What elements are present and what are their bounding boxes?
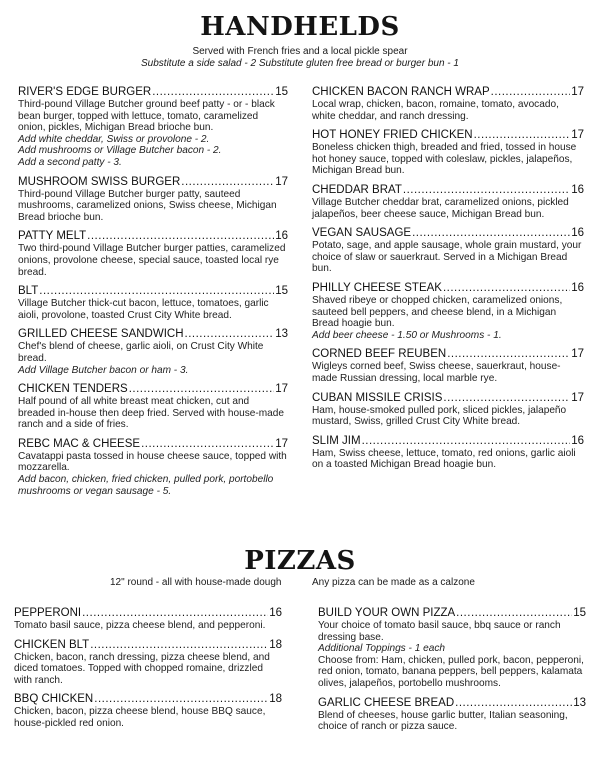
menu-item-addon-note: Add a second patty - 3. xyxy=(18,156,122,168)
menu-item xyxy=(312,392,584,428)
menu-item-price: 17 xyxy=(275,175,288,188)
dot-leader xyxy=(362,435,571,448)
menu-item xyxy=(312,184,584,220)
menu-item-name: MUSHROOM SWISS BURGER xyxy=(18,175,181,188)
menu-item xyxy=(312,129,584,177)
menu-item-header xyxy=(312,227,584,240)
menu-item-name: SLIM JIM xyxy=(312,434,361,447)
menu-item xyxy=(18,176,288,224)
dot-leader xyxy=(455,697,572,710)
menu-item-header xyxy=(18,438,288,451)
menu-item-addon-note: Additional Toppings - 1 each xyxy=(318,643,446,655)
menu-item-addon-note: Add white cheddar, Swiss or provolone - 2. xyxy=(18,133,210,145)
dot-leader xyxy=(403,184,570,197)
menu-item-addon-note: Add Village Butcher bacon or ham - 3. xyxy=(18,364,189,376)
menu-item-header xyxy=(312,184,584,197)
menu-item-price: 16 xyxy=(571,183,584,196)
dot-leader xyxy=(39,285,274,298)
dot-leader xyxy=(94,693,268,706)
handhelds-left-column xyxy=(18,86,288,504)
dot-leader xyxy=(456,607,572,620)
menu-item-description: Third-pound Village Butcher ground beef patty - or - black bean burger, topped with lettuce, tomato, caramelized onion, pickles, Michigan Bread brioche bun. xyxy=(18,99,275,134)
menu-item xyxy=(312,348,584,384)
menu-item-header xyxy=(18,176,288,189)
menu-item-name: PHILLY CHEESE STEAK xyxy=(312,281,442,294)
menu-item xyxy=(312,282,584,341)
menu-item-description: Village Butcher cheddar brat, caramelized onions, pickled jalapeños, beer cheese sauce, Michigan Bread bun. xyxy=(312,196,569,220)
menu-item-description: Two third-pound Village Butcher burger patties, caramelized onions, provolone cheese, special sauce, toasted local rye bread. xyxy=(18,243,286,278)
dot-leader xyxy=(87,230,274,243)
menu-item xyxy=(318,697,586,733)
menu-item-price: 17 xyxy=(571,348,584,361)
menu-item-name: PATTY MELT xyxy=(18,230,87,243)
menu-item-header xyxy=(18,328,288,341)
menu-item-price: 16 xyxy=(571,434,584,447)
pizzas-right-column xyxy=(318,607,586,740)
menu-item xyxy=(312,86,584,122)
menu-item-header xyxy=(312,435,584,448)
menu-item-header xyxy=(14,639,282,652)
menu-item-description: Wigleys corned beef, Swiss cheese, sauerkraut, house-made Russian dressing, local marble rye. xyxy=(312,361,561,384)
menu-item-description: Boneless chicken thigh, breaded and fried, tossed in house hot honey sauce, topped with coleslaw, pickles, jalapeños, Michigan Bread bun. xyxy=(312,142,577,177)
menu-item-header xyxy=(18,86,288,99)
menu-item-header xyxy=(312,392,584,405)
menu-item-name: HOT HONEY FRIED CHICKEN xyxy=(312,129,473,142)
menu-item-description: Shaved ribeye or chopped chicken, caramelized onions, sauteed bell peppers, and cheese blend, in a Michigan Bread hoagie bun. xyxy=(312,294,563,330)
dot-leader xyxy=(491,86,571,99)
handhelds-right-column xyxy=(312,86,584,478)
menu-item-header xyxy=(318,607,586,620)
menu-item-header xyxy=(312,86,584,99)
menu-item-header xyxy=(14,607,282,620)
pizzas-subtitle-right: Any pizza can be made as a calzone xyxy=(312,577,475,588)
dot-leader xyxy=(82,607,268,620)
handhelds-subtitle: Served with French fries and a local pickle spear xyxy=(192,46,408,57)
menu-item-addon-note: Add mushrooms or Village Butcher bacon - 2. xyxy=(18,145,222,157)
menu-item-description: Village Butcher thick-cut bacon, lettuce, tomatoes, garlic aioli, provolone, toasted Crust City White bread. xyxy=(18,298,269,321)
menu-item xyxy=(18,328,288,376)
menu-item xyxy=(312,227,584,275)
menu-item-price: 15 xyxy=(573,607,586,619)
menu-item xyxy=(18,230,288,278)
pizzas-subtitle-left: 12" round - all with house-made dough xyxy=(110,577,282,588)
menu-item-name: GRILLED CHEESE SANDWICH xyxy=(18,328,184,341)
menu-item-price: 17 xyxy=(275,437,288,450)
menu-item xyxy=(18,86,288,169)
menu-item-name: CHEDDAR BRAT xyxy=(312,183,402,196)
dot-leader xyxy=(474,129,571,142)
menu-item-name: CORNED BEEF REUBEN xyxy=(312,348,447,361)
menu-item-description: Your choice of tomato basil sauce, bbq sauce or ranch dressing base. xyxy=(318,620,561,643)
menu-item xyxy=(18,438,288,497)
menu-item-description: Ham, house-smoked pulled pork, sliced pickles, jalapeño mustard, Swiss, grilled Crust City White bread. xyxy=(312,404,567,428)
handhelds-title: HANDHELDS xyxy=(200,12,400,42)
menu-item-header xyxy=(312,129,584,142)
menu-item-description: Ham, Swiss cheese, lettuce, tomato, red onions, garlic aioli on a toasted Michigan Bread hoagie bun. xyxy=(312,447,576,471)
menu-item-description: Tomato basil sauce, pizza cheese blend, and pepperoni. xyxy=(14,620,266,631)
menu-item-header xyxy=(18,230,288,243)
menu-item-description: Chicken, bacon, pizza cheese blend, house BBQ sauce, house-pickled red onion. xyxy=(14,706,266,729)
menu-item-description: Half pound of all white breast meat chicken, cut and breaded in-house then deep fried. Served with house-made ranch and a side of fries. xyxy=(18,396,284,431)
dot-leader xyxy=(181,176,274,189)
menu-item-description: Cavatappi pasta tossed in house cheese sauce, topped with mozzarella. xyxy=(18,450,287,474)
menu-item-header xyxy=(312,282,584,295)
menu-item-name: BBQ CHICKEN xyxy=(14,693,94,706)
menu-item-description: Potato, sage, and apple sausage, whole grain mustard, your choice of slaw or sauerkraut. Served in a Michigan Bread bun. xyxy=(312,240,582,275)
handhelds-substitutions: Substitute a side salad - 2 Substitute gluten free bread or burger bun - 1 xyxy=(141,58,459,69)
menu-item-header xyxy=(312,348,584,361)
menu-item-header xyxy=(18,285,288,298)
menu-item-price: 13 xyxy=(573,696,586,709)
dot-leader xyxy=(129,383,275,396)
menu-item-description: Local wrap, chicken, bacon, romaine, tomato, avocado, white cheddar, and ranch dressing. xyxy=(312,99,559,122)
dot-leader xyxy=(141,438,274,451)
menu-item-price: 17 xyxy=(275,383,288,396)
menu-item-price: 16 xyxy=(269,607,282,619)
menu-item-price: 15 xyxy=(275,285,288,298)
dot-leader xyxy=(152,86,274,99)
menu-item-price: 15 xyxy=(275,86,288,98)
menu-item xyxy=(14,607,282,632)
menu-item xyxy=(14,693,282,729)
menu-item-header xyxy=(14,693,282,706)
dot-leader xyxy=(185,328,275,341)
menu-item-price: 17 xyxy=(571,129,584,142)
menu-item-description: Blend of cheeses, house garlic butter, Italian seasoning, choice of ranch or pizza sauce. xyxy=(318,709,568,733)
menu-item-addon-note: Add beer cheese - 1.50 or Mushrooms - 1. xyxy=(312,329,502,341)
menu-item-price: 18 xyxy=(269,638,282,651)
dot-leader xyxy=(443,282,570,295)
dot-leader xyxy=(447,348,570,361)
menu-item xyxy=(14,639,282,687)
menu-item-price: 17 xyxy=(571,86,584,98)
menu-item-name: BUILD YOUR OWN PIZZA xyxy=(318,607,456,619)
menu-item-header xyxy=(18,383,288,396)
menu-item-name: CHICKEN BACON RANCH WRAP xyxy=(312,86,490,98)
menu-item-name: VEGAN SAUSAGE xyxy=(312,227,412,240)
menu-item-name: PEPPERONI xyxy=(14,607,82,619)
menu-item-name: CHICKEN BLT xyxy=(14,638,90,651)
pizzas-title: PIZZAS xyxy=(244,546,356,576)
menu-item xyxy=(318,607,586,690)
menu-item-name: GARLIC CHEESE BREAD xyxy=(318,696,455,709)
menu-item-description: Chicken, bacon, ranch dressing, pizza cheese blend, and diced tomatoes. Topped with chopped romaine, drizzled with ranch. xyxy=(14,651,270,686)
dot-leader xyxy=(443,392,570,405)
menu-item-name: CUBAN MISSILE CRISIS xyxy=(312,391,443,404)
menu-item-name: RIVER'S EDGE BURGER xyxy=(18,86,152,98)
menu-item xyxy=(18,285,288,321)
menu-item-description: Chef's blend of cheese, garlic aioli, on Crust City White bread. xyxy=(18,341,264,364)
menu-item-addon-note: Add bacon, chicken, fried chicken, pulled pork, portobello mushrooms or vegan sausage - 5. xyxy=(18,474,274,497)
menu-item-header xyxy=(318,697,586,710)
pizzas-left-column xyxy=(14,607,282,737)
menu-item-price: 16 xyxy=(571,281,584,294)
dot-leader xyxy=(412,227,570,240)
menu-item-price: 13 xyxy=(275,328,288,341)
menu-item-price: 16 xyxy=(571,227,584,240)
menu-item-name: REBC MAC & CHEESE xyxy=(18,437,141,450)
dot-leader xyxy=(90,639,268,652)
menu-item-price: 16 xyxy=(275,230,288,243)
menu-item xyxy=(312,435,584,471)
menu-item-price: 17 xyxy=(571,391,584,404)
menu-item-description: Third-pound Village Butcher burger patty, sauteed mushrooms, caramelized onions, Swiss cheese, Michigan Bread brioche bun. xyxy=(18,188,277,223)
menu-item-price: 18 xyxy=(269,693,282,706)
menu-item-name: CHICKEN TENDERS xyxy=(18,383,128,396)
menu-item-toppings-list: Choose from: Ham, chicken, pulled pork, bacon, pepperoni, red onion, tomato, banana peppers, bell peppers, kalamata olives, jalapeños, portobello mushrooms. xyxy=(318,654,584,689)
menu-item xyxy=(18,383,288,431)
menu-item-name: BLT xyxy=(18,285,39,298)
